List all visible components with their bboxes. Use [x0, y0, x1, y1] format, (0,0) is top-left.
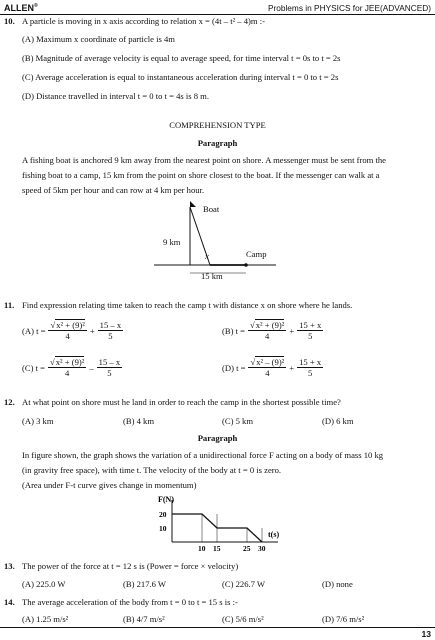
radicand: x² + (9)² [56, 320, 85, 330]
paragraph-line: (in gravity free space), with time t. The velocity of the body at t = 0 is zero. [22, 465, 282, 475]
q12-option-a: (A) 3 km [22, 416, 54, 426]
q13-stem: The power of the force at t = 12 s is (Power = force × velocity) [22, 561, 239, 571]
q11-stem: Find expression relating time taken to reach the camp t with distance x on shore where he lands. [22, 300, 353, 310]
paragraph-line: (Area under F-t curve gives change in momentum) [22, 480, 197, 490]
denominator: 5 [107, 368, 112, 378]
y-tick-label: 10 [159, 524, 167, 533]
x-tick-label: 25 [243, 544, 251, 553]
option-label: (A) t = [22, 325, 46, 336]
boat-label: Boat [203, 204, 220, 214]
comprehension-paragraph-1 [22, 153, 432, 198]
q11-option-d [222, 357, 323, 378]
numerator: 15 – x [99, 320, 122, 330]
q13-option-c: (C) 226.7 W [222, 579, 266, 589]
comprehension-heading: COMPREHENSION TYPE [169, 120, 266, 130]
q14-stem: The average acceleration of the body from t = 0 to t = 15 s is :- [22, 597, 238, 607]
q13-option-b: (B) 217.6 W [123, 579, 167, 589]
header-rule [0, 14, 435, 15]
radical-fraction: $\frac{\text{√x² + (9)²}}{4}$ [250, 320, 285, 341]
paragraph-heading-1: Paragraph [197, 138, 238, 148]
radical-fraction: $\frac{\text{√x² + (9)²}}{4}$ [50, 320, 85, 341]
base-label: 15 km [201, 271, 223, 281]
header-title: Problems in PHYSICS for JEE(ADVANCED) [267, 3, 431, 13]
denominator: 5 [308, 368, 313, 378]
q14-number: 14. [4, 597, 15, 607]
linear-fraction [97, 357, 122, 378]
q10-number: 10. [4, 16, 15, 26]
option-label: (C) t = [22, 362, 45, 373]
q12-option-b: (B) 4 km [123, 416, 155, 426]
operator: + [89, 325, 95, 336]
radical-fraction: $\frac{\text{√x² – (9)²}}{4}$ [250, 357, 285, 378]
q10-stem: A particle is moving in x axis according to relation x = (4t – t² – 4)m :- [22, 16, 265, 26]
q14-option-c: (C) 5/6 m/s² [222, 614, 264, 624]
denominator: 4 [65, 331, 70, 341]
q12-stem: At what point on shore must he land in order to reach the camp in the shortest possible time? [22, 397, 341, 407]
operator: – [89, 362, 94, 373]
q14-option-b: (B) 4/7 m/s² [123, 614, 165, 624]
brand-logo: ALLEN® [4, 3, 38, 13]
q10-option-c: (C) Average acceleration is equal to instantaneous acceleration during interval t = 0 to t = 2s [22, 72, 339, 82]
x-tick-label: 10 [198, 544, 206, 553]
q11-option-b [222, 320, 323, 341]
paragraph-heading-2: Paragraph [197, 433, 238, 443]
q11-option-a [22, 320, 123, 341]
option-label: (D) t = [222, 362, 246, 373]
radicand: x² + (9)² [255, 320, 285, 330]
radical-fraction: $\frac{\text{√x² + (9)²}}{4}$ [50, 357, 85, 378]
paragraph-line: fishing boat to a camp, 15 km from the point on shore closest to the boat. If the messenger can walk at a [22, 170, 380, 180]
q13-number: 13. [4, 561, 15, 571]
force-time-graph [150, 496, 290, 558]
linear-fraction [98, 320, 123, 341]
q10-option-a: (A) Maximum x coordinate of particle is 4m [22, 34, 175, 44]
paragraph-line: A fishing boat is anchored 9 km away from the nearest point on shore. A messenger must be sent from the [22, 155, 386, 165]
q14-option-a: (A) 1.25 m/s² [22, 614, 69, 624]
q11-number: 11. [4, 300, 15, 310]
radicand: x² – (9)² [256, 357, 285, 367]
q14-option-d: (D) 7/6 m/s² [322, 614, 365, 624]
boat-flag [190, 201, 196, 207]
y-tick-label: 20 [159, 510, 167, 519]
numerator: 15 + x [299, 357, 322, 367]
numerator: 15 – x [98, 357, 121, 367]
footer-rule [0, 627, 435, 628]
paragraph-line: In figure shown, the graph shows the variation of a unidirectional force F acting on a body of mass 10 kg [22, 450, 384, 460]
camp-label: Camp [246, 249, 267, 259]
x-label: x [205, 251, 209, 261]
q13-option-a: (A) 225.0 W [22, 579, 66, 589]
denominator: 4 [265, 331, 270, 341]
height-label: 9 km [163, 237, 181, 247]
q11-option-c [22, 357, 122, 378]
x-tick-label: 15 [213, 544, 221, 553]
q12-number: 12. [4, 397, 15, 407]
paragraph-line: speed of 5km per hour and can row at 4 km per hour. [22, 185, 205, 195]
denominator: 4 [65, 368, 70, 378]
q13-option-d: (D) none [322, 579, 353, 589]
operator: + [289, 325, 295, 336]
operator: + [289, 362, 295, 373]
q10-option-b: (B) Magnitude of average velocity is equal to average speed, for time interval t = 0s to t = 2s [22, 53, 341, 63]
x-axis-label: t(s) [268, 530, 280, 539]
q10-option-d: (D) Distance travelled in interval t = 0 to t = 4s is 8 m. [22, 91, 210, 101]
denominator: 5 [308, 331, 313, 341]
comprehension-paragraph-2 [22, 448, 432, 493]
numerator: 15 + x [299, 320, 322, 330]
x-tick-label: 30 [258, 544, 266, 553]
denominator: 4 [265, 368, 270, 378]
y-axis-label: F(N) [158, 496, 174, 504]
q12-option-d: (D) 6 km [322, 416, 354, 426]
option-label: (B) t = [222, 325, 245, 336]
linear-fraction [297, 320, 323, 341]
q12-option-c: (C) 5 km [222, 416, 254, 426]
page-number: 13 [421, 629, 431, 639]
radicand: x² + (9)² [55, 357, 85, 367]
denominator: 5 [108, 331, 113, 341]
camp-point [244, 263, 248, 267]
linear-fraction [297, 357, 323, 378]
